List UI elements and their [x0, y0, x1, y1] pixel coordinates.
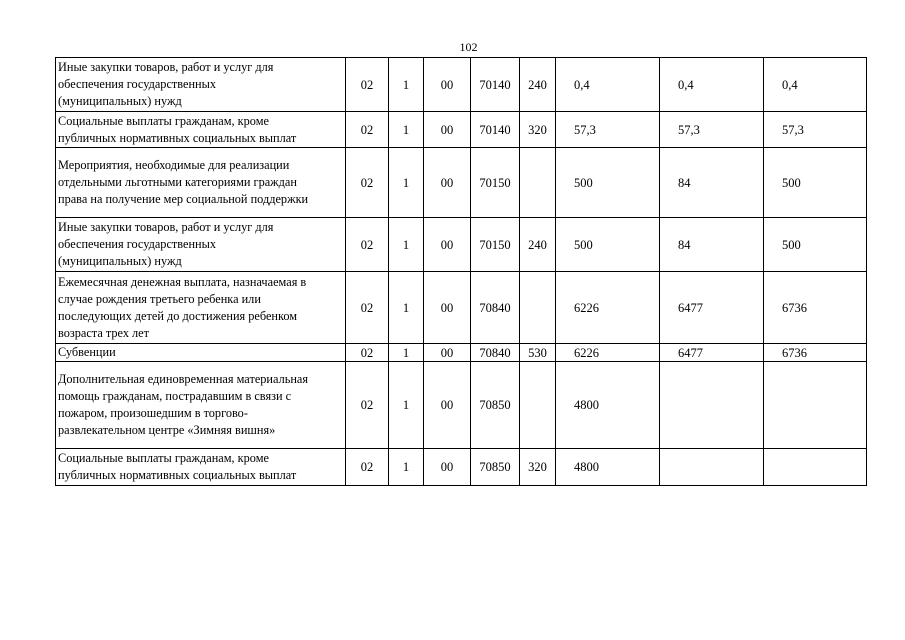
name-cell: [56, 362, 346, 449]
amount-cell-3: [764, 449, 867, 486]
table-row: [56, 362, 867, 449]
code-cell: 70840: [471, 344, 520, 362]
name-line: развлекательном центре «Зимняя вишня»: [58, 423, 276, 437]
program-cell: 00: [424, 449, 471, 486]
table-row: [56, 449, 867, 486]
program-cell: 00: [424, 112, 471, 148]
expense-type-cell: [520, 148, 556, 218]
name-line: Иные закупки товаров, работ и услуг для: [58, 220, 274, 234]
section-cell: 02: [346, 218, 389, 272]
amount-cell-1: 4800: [556, 449, 660, 486]
program-cell: 00: [424, 218, 471, 272]
table-row: [56, 148, 867, 218]
code-cell: 70140: [471, 112, 520, 148]
name-line: Иные закупки товаров, работ и услуг для: [58, 60, 274, 74]
name-cell: [56, 112, 346, 148]
name-line: Субвенции: [58, 345, 116, 359]
name-line: права на получение мер социальной поддержки: [58, 192, 309, 206]
section-cell: 02: [346, 362, 389, 449]
amount-cell-2: 57,3: [660, 112, 764, 148]
name-line: публичных нормативных социальных выплат: [58, 468, 297, 482]
amount-cell-2: 6477: [660, 344, 764, 362]
table-row: [56, 112, 867, 148]
name-line: случае рождения третьего ребенка или: [58, 291, 261, 306]
amount-cell-1: 500: [556, 218, 660, 272]
name-cell: [56, 218, 346, 272]
name-line: Дополнительная единовременная материальная: [58, 372, 309, 386]
program-cell: 00: [424, 148, 471, 218]
amount-cell-2: 84: [660, 218, 764, 272]
name-line: пожаром, произошедшим в торгово-: [58, 406, 248, 420]
name-line: публичных нормативных социальных выплат: [58, 130, 297, 145]
name-cell: [56, 344, 346, 362]
amount-cell-2: [660, 362, 764, 449]
section-cell: 02: [346, 272, 389, 344]
name-line: Ежемесячная денежная выплата, назначаемая в: [58, 274, 307, 289]
amount-cell-1: 6226: [556, 344, 660, 362]
name-line: помощь гражданам, пострадавшим в связи с: [58, 389, 292, 403]
expense-type-cell: 240: [520, 218, 556, 272]
name-cell: [56, 58, 346, 112]
subsection-cell: 1: [389, 218, 424, 272]
amount-cell-3: 6736: [764, 344, 867, 362]
subsection-cell: 1: [389, 449, 424, 486]
name-line: последующих детей до достижения ребенком: [58, 308, 298, 323]
budget-table: [55, 57, 867, 486]
amount-cell-3: [764, 362, 867, 449]
code-cell: 70850: [471, 449, 520, 486]
name-line: возраста трех лет: [58, 325, 150, 340]
amount-cell-3: 57,3: [764, 112, 867, 148]
table-body: [56, 58, 867, 486]
program-cell: 00: [424, 272, 471, 344]
amount-cell-3: 0,4: [764, 58, 867, 112]
table-row: [56, 272, 867, 344]
subsection-cell: 1: [389, 148, 424, 218]
amount-cell-1: 500: [556, 148, 660, 218]
name-line: (муниципальных) нужд: [58, 94, 182, 108]
name-cell: [56, 148, 346, 218]
name-line: Социальные выплаты гражданам, кроме: [58, 451, 269, 465]
name-line: Социальные выплаты гражданам, кроме: [58, 113, 269, 128]
expense-type-cell: 320: [520, 112, 556, 148]
table-row: [56, 218, 867, 272]
expense-type-cell: 320: [520, 449, 556, 486]
amount-cell-2: 0,4: [660, 58, 764, 112]
subsection-cell: 1: [389, 362, 424, 449]
code-cell: 70150: [471, 218, 520, 272]
table-row: [56, 344, 867, 362]
page-number: 102: [459, 40, 478, 54]
subsection-cell: 1: [389, 112, 424, 148]
program-cell: 00: [424, 58, 471, 112]
code-cell: 70840: [471, 272, 520, 344]
name-line: (муниципальных) нужд: [58, 254, 182, 268]
amount-cell-1: 0,4: [556, 58, 660, 112]
subsection-cell: 1: [389, 344, 424, 362]
name-line: обеспечения государственных: [58, 77, 217, 91]
amount-cell-2: [660, 449, 764, 486]
section-cell: 02: [346, 449, 389, 486]
subsection-cell: 1: [389, 58, 424, 112]
expense-type-cell: [520, 362, 556, 449]
section-cell: 02: [346, 58, 389, 112]
name-cell: [56, 272, 346, 344]
name-line: отдельными льготными категориями граждан: [58, 175, 297, 189]
expense-type-cell: [520, 272, 556, 344]
section-cell: 02: [346, 112, 389, 148]
amount-cell-3: 500: [764, 148, 867, 218]
section-cell: 02: [346, 344, 389, 362]
table-row: [56, 58, 867, 112]
code-cell: 70140: [471, 58, 520, 112]
amount-cell-3: 6736: [764, 272, 867, 344]
amount-cell-2: 6477: [660, 272, 764, 344]
code-cell: 70150: [471, 148, 520, 218]
amount-cell-1: 57,3: [556, 112, 660, 148]
name-cell: [56, 449, 346, 486]
program-cell: 00: [424, 344, 471, 362]
amount-cell-1: 4800: [556, 362, 660, 449]
program-cell: 00: [424, 362, 471, 449]
code-cell: 70850: [471, 362, 520, 449]
name-line: обеспечения государственных: [58, 237, 217, 251]
amount-cell-1: 6226: [556, 272, 660, 344]
subsection-cell: 1: [389, 272, 424, 344]
expense-type-cell: 240: [520, 58, 556, 112]
amount-cell-2: 84: [660, 148, 764, 218]
section-cell: 02: [346, 148, 389, 218]
expense-type-cell: 530: [520, 344, 556, 362]
amount-cell-3: 500: [764, 218, 867, 272]
name-line: Мероприятия, необходимые для реализации: [58, 158, 290, 172]
